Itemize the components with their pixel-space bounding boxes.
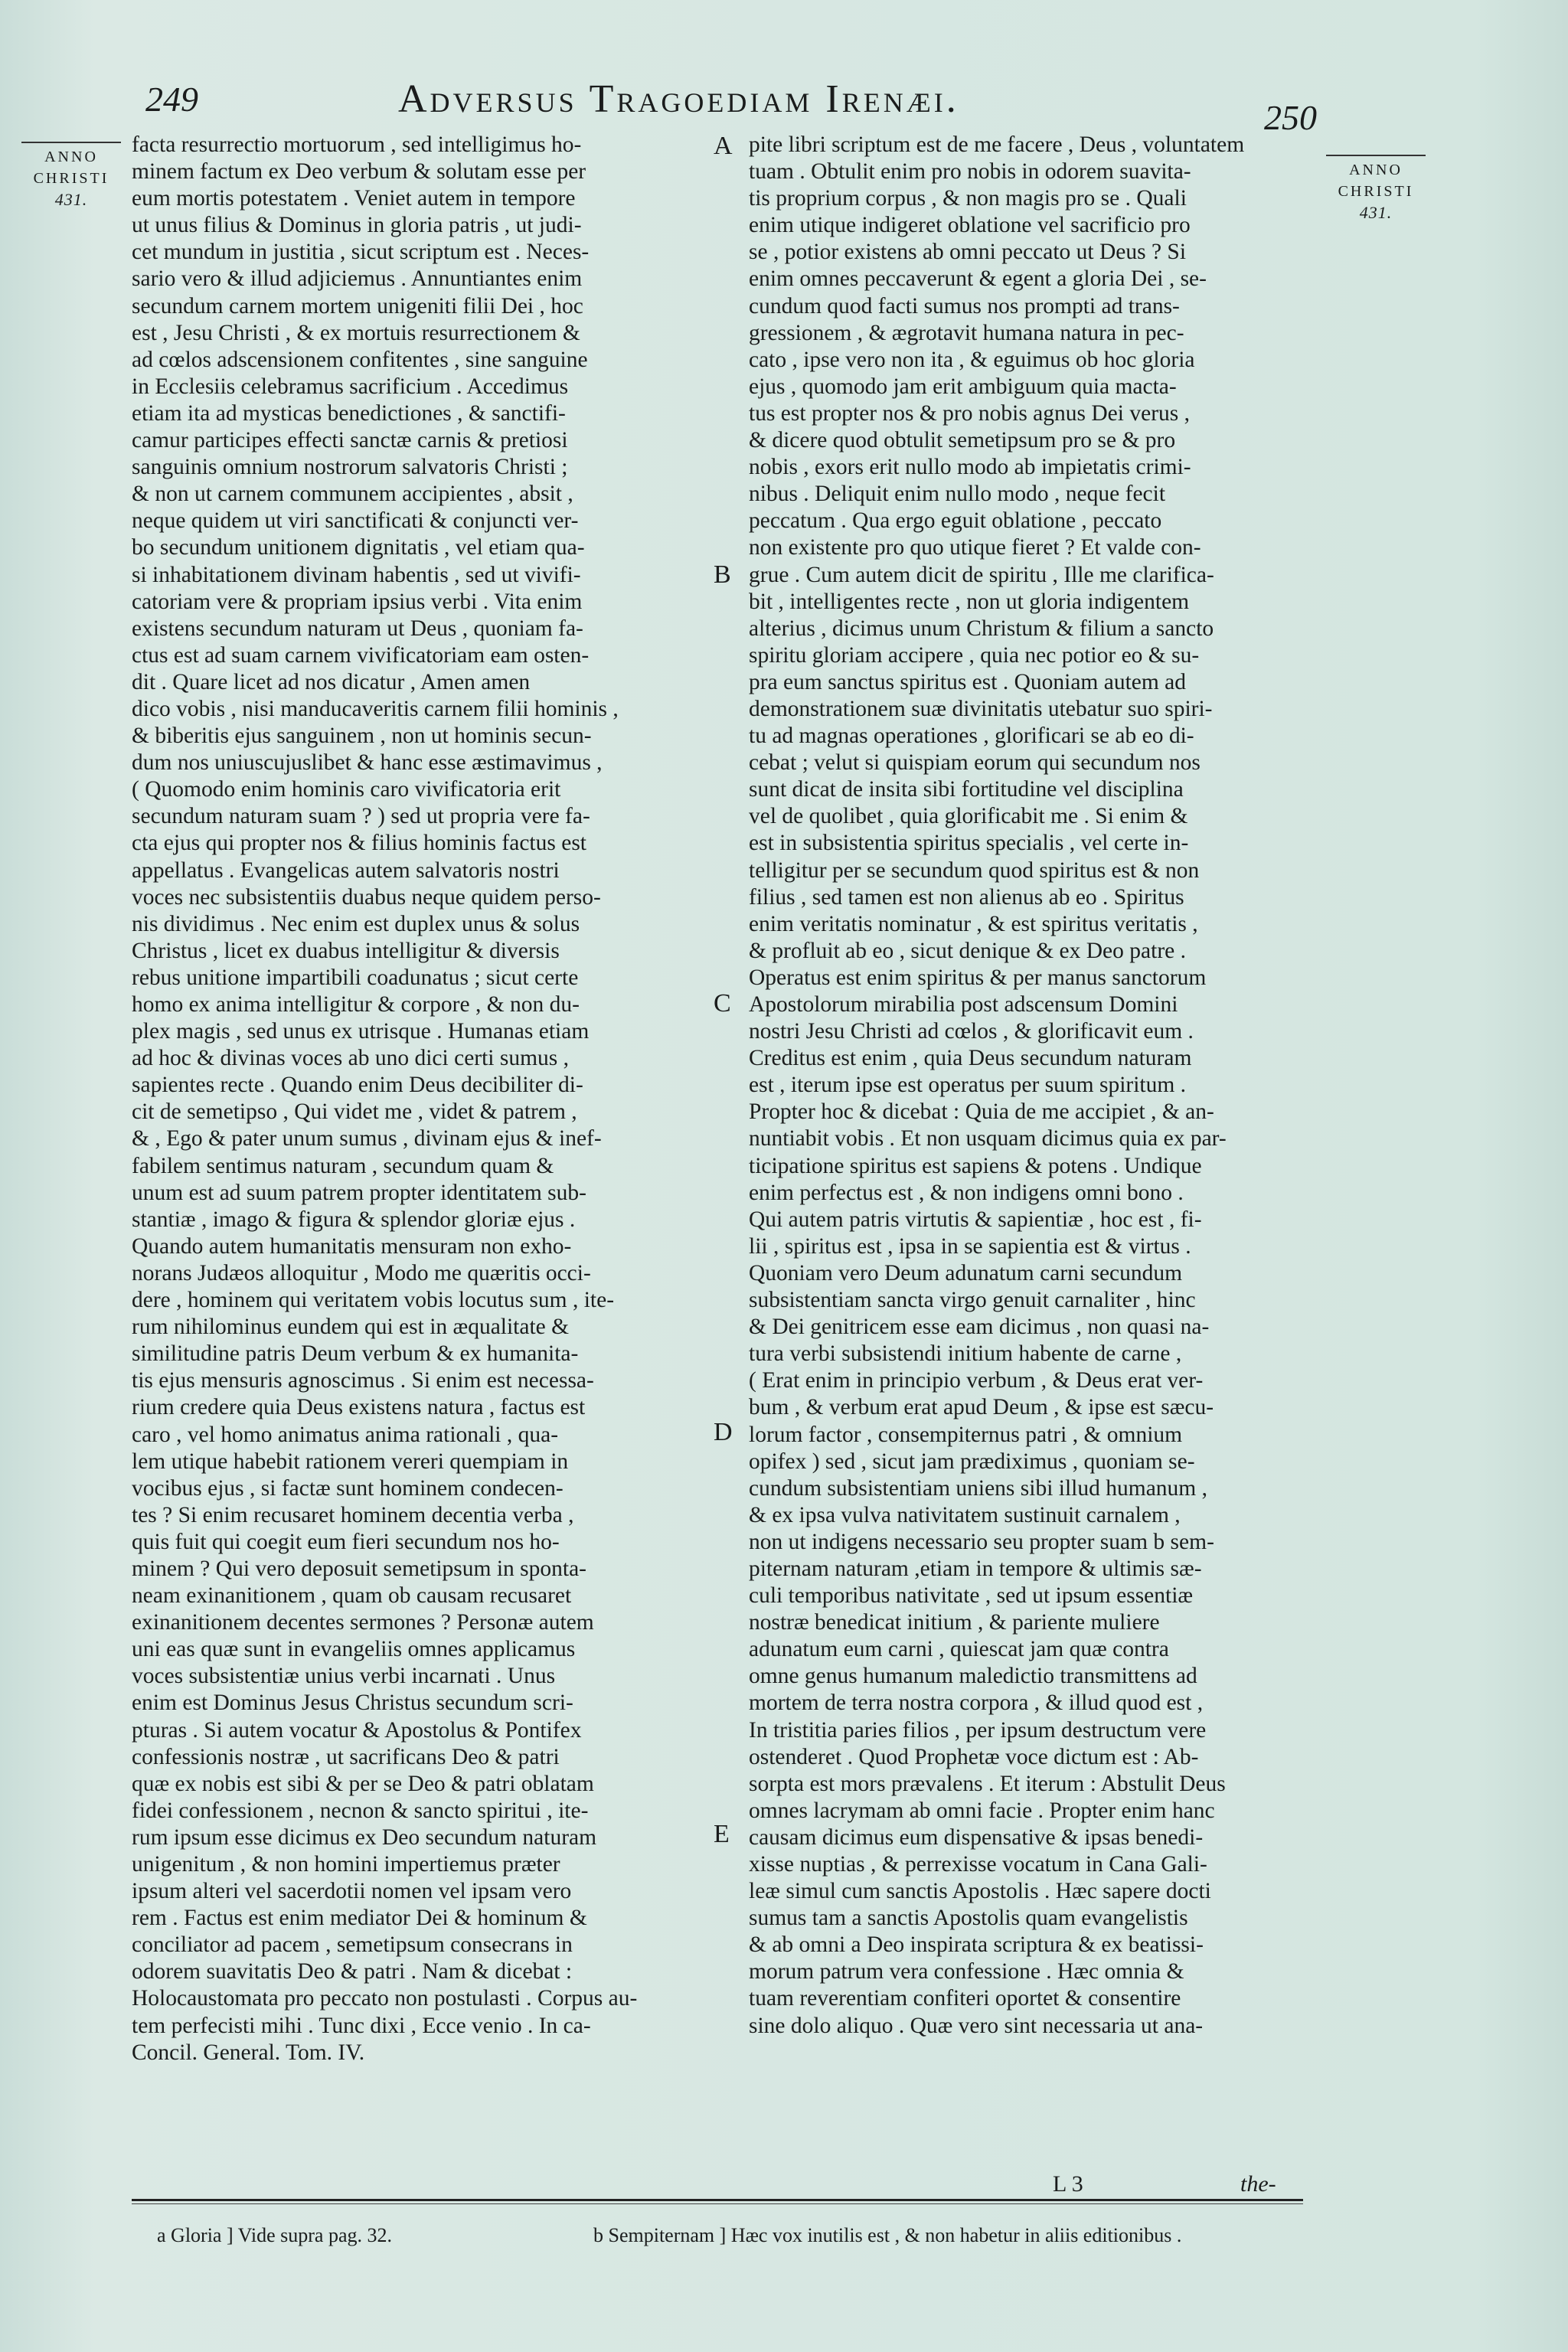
text-line: stantiæ , imago & figura & splendor gloriæ ejus .: [132, 1207, 576, 1232]
text-line: pite libri scriptum est de me facere , Deus , voluntatem: [749, 132, 1245, 157]
text-line: ctus est ad suam carnem vivificatoriam eam osten-: [132, 642, 590, 668]
text-line: adunatum eum carni , quiescat jam quæ contra: [749, 1637, 1169, 1662]
text-line: subsistentiam sancta virgo genuit carnaliter , hinc: [749, 1288, 1196, 1313]
text-line: neque quidem ut viri sanctificati & conjuncti ver-: [132, 508, 579, 534]
running-title: Adversus Tragoediam Irenæi.: [398, 77, 959, 121]
text-line: tuam reverentiam confiteri oportet & consentire: [749, 1986, 1181, 2011]
page-header: [145, 73, 1317, 137]
text-line: mortem de terra nostra corpora , & illud quod est ,: [749, 1690, 1204, 1716]
text-line: cundum quod facti sumus nos prompti ad trans-: [749, 293, 1180, 318]
text-line: In tristitia paries filios , per ipsum destructum vere: [749, 1717, 1207, 1743]
text-line: nostræ benedicat initium , & pariente muliere: [749, 1610, 1160, 1635]
text-line: & Dei genitricem esse eam dicimus , non quasi na-: [749, 1315, 1210, 1340]
text-line: facta resurrectio mortuorum , sed intelligimus ho-: [132, 132, 582, 157]
margin-christi: CHRISTI: [1338, 183, 1414, 200]
margin-christi: CHRISTI: [33, 170, 109, 187]
text-line: cit de semetipso , Qui videt me , videt & patrem ,: [132, 1099, 577, 1125]
text-line: rebus unitione impartibili coadunatus ; sicut certe: [132, 965, 579, 990]
text-line: minem factum ex Deo verbum & solutam esse per: [132, 159, 586, 185]
text-line: enim veritatis nominatur , & est spiritus veritatis ,: [749, 911, 1198, 936]
text-line: bit , intelligentes recte , non ut gloria indigentem: [749, 589, 1190, 614]
text-line: morum patrum vera confessione . Hæc omnia &: [749, 1959, 1184, 1984]
text-line: Creditus est enim , quia Deus secundum naturam: [749, 1046, 1192, 1071]
text-line: Qui autem patris virtutis & sapientiæ , hoc est , fi-: [749, 1207, 1202, 1232]
text-line: etiam ita ad mysticas benedictiones , & sanctifi-: [132, 400, 566, 426]
text-line: cato , ipse vero non ita , & eguimus ob hoc gloria: [749, 347, 1195, 372]
footnote-rule: [132, 2199, 1303, 2201]
page-number-left: 249: [145, 80, 198, 119]
text-line: existens secundum naturam ut Deus , quoniam fa-: [132, 616, 583, 641]
text-line: similitudine patris Deum verbum & ex humanita-: [132, 1341, 579, 1367]
margin-anno: ANNO: [44, 149, 98, 165]
section-letter-b: B: [714, 560, 731, 589]
margin-anno: ANNO: [1349, 162, 1403, 178]
left-text-column: [132, 132, 701, 2066]
page-number-right: 250: [1264, 98, 1317, 137]
text-line: rum nihilominus eundem qui est in æqualitate &: [132, 1315, 570, 1340]
text-line: enim perfectus est , & non indigens omni bono .: [749, 1180, 1184, 1205]
text-line: secundum carnem mortem unigeniti filii Dei , hoc: [132, 293, 583, 318]
text-line: nuntiabit vobis . Et non usquam dicimus quia ex par-: [749, 1126, 1227, 1152]
text-line: ostenderet . Quod Prophetæ voce dictum est : Ab-: [749, 1744, 1199, 1769]
text-line: gressionem , & ægrotavit humana natura in pec-: [749, 320, 1184, 345]
margin-note-right: [1326, 155, 1426, 224]
text-line: tura verbi subsistendi initium habente de carne ,: [749, 1341, 1182, 1367]
text-line: quis fuit qui coegit eum fieri secundum nos ho-: [132, 1529, 560, 1554]
text-line: unigenitum , & non homini impertiemus præter: [132, 1852, 560, 1877]
text-line: Operatus est enim spiritus & per manus sanctorum: [749, 965, 1207, 990]
text-line: non ut indigens necessario seu propter suam b sem-: [749, 1529, 1214, 1554]
text-line: alterius , dicimus unum Christum & filium a sancto: [749, 616, 1214, 641]
text-line: ut unus filius & Dominus in gloria patris , ut judi-: [132, 213, 582, 238]
text-line: bum , & verbum erat apud Deum , & ipse est sæcu-: [749, 1395, 1214, 1420]
text-line: pra eum sanctus spiritus est . Quoniam autem ad: [749, 669, 1187, 694]
text-line: sunt dicat de insita sibi fortitudine vel disciplina: [749, 777, 1184, 802]
text-line: est , iterum ipse est operatus per suum spiritum .: [749, 1073, 1187, 1098]
text-line: voces subsistentiæ unius verbi incarnati . Unus: [132, 1664, 556, 1689]
text-line: in Ecclesiis celebramus sacrificium . Accedimus: [132, 374, 569, 399]
text-line: demonstrationem suæ divinitatis utebatur suo spiri-: [749, 696, 1213, 721]
text-line: pturas . Si autem vocatur & Apostolus & Pontifex: [132, 1717, 582, 1743]
text-line: ad hoc & divinas voces ab uno dici certi sumus ,: [132, 1046, 570, 1071]
text-line: peccatum . Qua ergo eguit oblatione , peccato: [749, 508, 1162, 534]
text-line: Quando autem humanitatis mensuram non exho-: [132, 1233, 572, 1259]
text-line: unum est ad suum patrem propter identitatem sub-: [132, 1180, 586, 1205]
footnote-b: b Sempiternam ] Hæc vox inutilis est , & non habetur in aliis editionibus .: [593, 2224, 1182, 2246]
margin-year: 431.: [1359, 203, 1393, 222]
text-line: nis dividimus . Nec enim est duplex unus & solus: [132, 911, 580, 936]
footnote-rule-thin: [132, 2203, 1303, 2204]
text-line: rum ipsum esse dicimus ex Deo secundum naturam: [132, 1824, 597, 1850]
text-line: norans Judæos alloquitur , Modo me quæritis occi-: [132, 1260, 591, 1285]
text-line: eum mortis potestatem . Veniet autem in tempore: [132, 186, 576, 211]
text-line: est , Jesu Christi , & ex mortuis resurrectionem &: [132, 320, 580, 345]
text-line: caro , vel homo animatus anima rationali , qua-: [132, 1422, 559, 1447]
margin-note-left: [21, 142, 121, 211]
text-line: Christus , licet ex duabus intelligitur & diversis: [132, 938, 560, 963]
section-letter-a: A: [714, 132, 733, 160]
text-line: tem perfecisti mihi . Tunc dixi , Ecce venio . In ca-: [132, 2013, 591, 2038]
text-line: causam dicimus eum dispensative & ipsas benedi-: [749, 1824, 1204, 1850]
text-line: ejus , quomodo jam erit ambiguum quia macta-: [749, 374, 1177, 399]
text-line: se , potior existens ab omni peccato ut Deus ? Si: [749, 240, 1187, 265]
text-line: ( Quomodo enim hominis caro vivificatoria erit: [132, 777, 561, 802]
text-line: nibus . Deliquit enim nullo modo , neque fecit: [749, 482, 1166, 507]
text-line: xisse nuptias , & perrexisse vocatum in Cana Gali-: [749, 1852, 1207, 1877]
text-line: plex magis , sed unus ex utrisque . Humanas etiam: [132, 1019, 590, 1044]
text-line: enim omnes peccaverunt & egent a gloria Dei , se-: [749, 266, 1207, 292]
text-line: ( Erat enim in principio verbum , & Deus erat ver-: [749, 1368, 1204, 1393]
text-line: uni eas quæ sunt in evangeliis omnes applicamus: [132, 1637, 576, 1662]
text-line: opifex ) sed , sicut jam prædiximus , quoniam se-: [749, 1449, 1195, 1474]
text-line: est in subsistentia spiritus specialis , vel certe in-: [749, 831, 1189, 856]
catchword: the-: [1240, 2171, 1276, 2197]
margin-year: 431.: [54, 190, 88, 209]
text-line: neam exinanitionem , quam ob causam recusaret: [132, 1583, 572, 1609]
text-line: omnes lacrymam ab omni facie . Propter enim hanc: [749, 1798, 1215, 1823]
text-line: vocibus ejus , si factæ sunt hominem condecen-: [132, 1475, 564, 1501]
text-line: conciliator ad pacem , semetipsum consecrans in: [132, 1932, 573, 1958]
text-line: voces nec subsistentiis duabus neque quidem perso-: [132, 884, 601, 910]
text-line: tis proprium corpus , & non magis pro se . Quali: [749, 186, 1187, 211]
text-line: dum nos uniuscujuslibet & hanc esse æstimavimus ,: [132, 750, 603, 776]
text-line: cet mundum in justitia , sicut scriptum est . Neces-: [132, 240, 590, 265]
text-line: & biberitis ejus sanguinem , non ut hominis secun-: [132, 724, 592, 749]
text-line: omne genus humanum maledictio transmittens ad: [749, 1664, 1197, 1689]
text-line: sumus tam a sanctis Apostolis quam evangelistis: [749, 1906, 1188, 1931]
text-line: enim utique indigeret oblatione vel sacrificio pro: [749, 213, 1191, 238]
section-letter-d: D: [714, 1418, 733, 1446]
text-line: sario vero & illud adjiciemus . Annuntiantes enim: [132, 266, 583, 292]
text-line: Propter hoc & dicebat : Quia de me accipiet , & an-: [749, 1099, 1214, 1125]
text-line: lem utique habebit rationem vereri quempiam in: [132, 1449, 569, 1474]
text-line: exinanitionem decentes sermones ? Personæ autem: [132, 1610, 594, 1635]
text-line: dit . Quare licet ad nos dicatur , Amen amen: [132, 669, 531, 694]
text-line: piternam naturam ,etiam in tempore & ultimis sæ-: [749, 1556, 1202, 1581]
text-line: nostri Jesu Christi ad cœlos , & glorificavit eum .: [749, 1019, 1194, 1044]
text-line: tis ejus mensuris agnoscimus . Si enim est necessa-: [132, 1368, 594, 1393]
text-line: ipsum alteri vel sacerdotii nomen vel ipsam vero: [132, 1879, 572, 1904]
text-line: fidei confessionem , necnon & sancto spiritui , ite-: [132, 1798, 589, 1823]
text-line: ad cœlos adscensionem confitentes , sine sanguine: [132, 347, 588, 372]
text-line: sanguinis omnium nostrorum salvatoris Christi ;: [132, 455, 568, 480]
text-line: fabilem sentimus naturam , secundum quam &: [132, 1153, 554, 1178]
text-line: rem . Factus est enim mediator Dei & hominum &: [132, 1906, 587, 1931]
text-line: & non ut carnem communem accipientes , absit ,: [132, 482, 573, 507]
text-line: quæ ex nobis est sibi & per se Deo & patri oblatam: [132, 1771, 594, 1796]
section-letter-c: C: [714, 989, 731, 1018]
text-line: telligitur per se secundum quod spiritus est & non: [749, 858, 1200, 883]
right-text-column: [749, 132, 1314, 2040]
text-line: bo secundum unitionem dignitatis , vel etiam qua-: [132, 535, 585, 560]
signature-mark: L 3: [1053, 2171, 1083, 2197]
text-line: lii , spiritus est , ipsa in se sapientia est & virtus .: [749, 1233, 1191, 1259]
section-letter-e: E: [714, 1820, 730, 1848]
text-line: rium credere quia Deus existens natura , factus est: [132, 1395, 586, 1420]
footnote-a: a Gloria ] Vide supra pag. 32.: [157, 2224, 392, 2246]
text-line: dico vobis , nisi manducaveritis carnem filii hominis ,: [132, 696, 619, 721]
text-line: tus est propter nos & pro nobis agnus Dei verus ,: [749, 400, 1190, 426]
text-line: cebat ; velut si quispiam eorum qui secundum nos: [749, 750, 1200, 776]
text-line: & ex ipsa vulva nativitatem sustinuit carnalem ,: [749, 1502, 1181, 1527]
text-line: Apostolorum mirabilia post adscensum Domini: [749, 992, 1178, 1017]
text-line: sine dolo aliquo . Quæ vero sint necessaria ut ana-: [749, 2013, 1204, 2038]
text-line: non existente pro quo utique fieret ? Et valde con-: [749, 535, 1201, 560]
text-line: catoriam vere & propriam ipsius verbi . Vita enim: [132, 589, 583, 614]
text-line: & dicere quod obtulit semetipsum pro se & pro: [749, 428, 1176, 453]
text-line: nobis , exors erit nullo modo ab impietatis crimi-: [749, 455, 1191, 480]
text-line: secundum naturam suam ? ) sed ut propria vere fa-: [132, 804, 590, 829]
text-line: homo ex anima intelligitur & corpore , & non du-: [132, 992, 580, 1017]
text-line: & , Ego & pater unum sumus , divinam ejus & inef-: [132, 1126, 602, 1152]
text-line: si inhabitationem divinam habentis , sed ut vivifi-: [132, 562, 581, 587]
text-line: odorem suavitatis Deo & patri . Nam & dicebat :: [132, 1959, 573, 1984]
text-line: vel de quolibet , quia glorificabit me . Si enim &: [749, 804, 1188, 829]
text-line: appellatus . Evangelicas autem salvatoris nostri: [132, 858, 560, 883]
text-line: cundum subsistentiam uniens sibi illud humanum ,: [749, 1475, 1207, 1501]
text-line: dere , hominem qui veritatem vobis locutus sum , ite-: [132, 1288, 615, 1313]
text-line: & ab omni a Deo inspirata scriptura & ex beatissi-: [749, 1932, 1204, 1958]
text-line: Concil. General. Tom. IV.: [132, 2040, 365, 2065]
text-line: leæ simul cum sanctis Apostolis . Hæc sapere docti: [749, 1879, 1211, 1904]
text-line: confessionis nostræ , ut sacrificans Deo & patri: [132, 1744, 560, 1769]
text-line: grue . Cum autem dicit de spiritu , Ille me clarifica-: [749, 562, 1214, 587]
text-line: tu ad magnas operationes , glorificari se ab eo di-: [749, 724, 1194, 749]
text-line: sorpta est mors prævalens . Et iterum : Abstulit Deus: [749, 1771, 1226, 1796]
text-line: enim est Dominus Jesus Christus secundum scri-: [132, 1690, 573, 1716]
text-line: lorum factor , consempiternus patri , & omnium: [749, 1422, 1183, 1447]
text-line: spiritu gloriam accipere , quia nec potior eo & su-: [749, 642, 1200, 668]
text-line: culi temporibus nativitate , sed ut ipsum essentiæ: [749, 1583, 1194, 1609]
text-line: cta ejus qui propter nos & filius hominis factus est: [132, 831, 587, 856]
text-line: minem ? Qui vero deposuit semetipsum in sponta-: [132, 1556, 587, 1581]
text-line: & profluit ab eo , sicut denique & ex Deo patre .: [749, 938, 1186, 963]
text-line: tes ? Si enim recusaret hominem decentia verba ,: [132, 1502, 574, 1527]
text-line: tuam . Obtulit enim pro nobis in odorem suavita-: [749, 159, 1191, 185]
text-line: filius , sed tamen est non alienus ab eo . Spiritus: [749, 884, 1184, 910]
text-line: Holocaustomata pro peccato non postulasti . Corpus au-: [132, 1986, 638, 2011]
text-line: camur participes effecti sanctæ carnis & pretiosi: [132, 428, 568, 453]
text-line: sapientes recte . Quando enim Deus decibiliter di-: [132, 1073, 583, 1098]
text-line: Quoniam vero Deum adunatum carni secundum: [749, 1260, 1183, 1285]
text-line: ticipatione spiritus est sapiens & potens . Undique: [749, 1153, 1202, 1178]
